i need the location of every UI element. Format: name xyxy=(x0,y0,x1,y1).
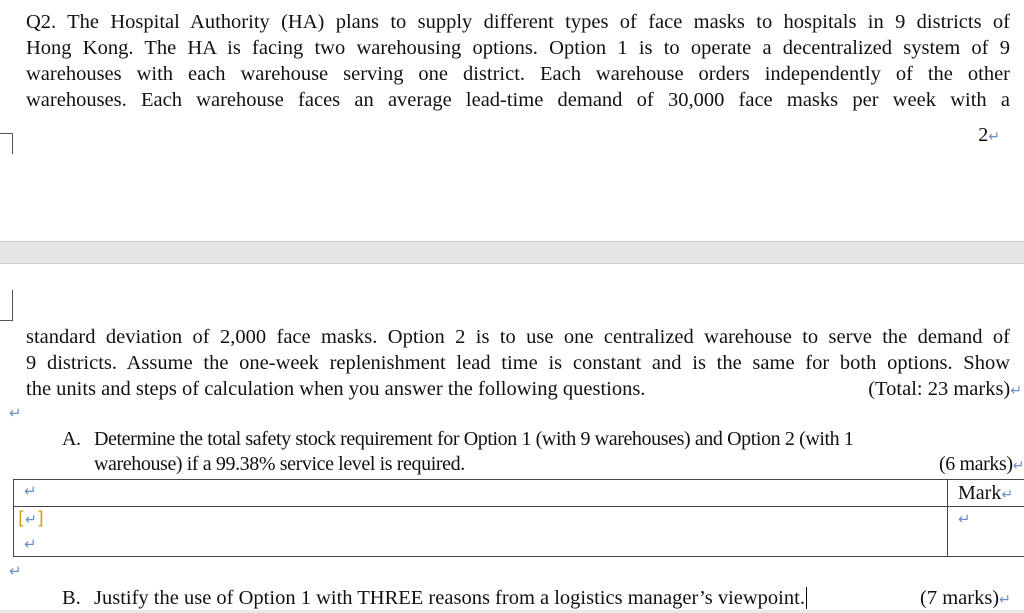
part-a-line2: warehouse) if a 99.38% service level is required. xyxy=(94,453,465,475)
page-corner-mark xyxy=(0,290,13,321)
part-b-text[interactable]: Justify the use of Option 1 with THREE reasons from a logistics manager’s viewpoint. xyxy=(94,587,805,609)
content-control-bracket-close: ] xyxy=(36,508,44,529)
table-column-divider xyxy=(947,480,948,556)
text-line: warehouses with each warehouse serving one district. Each warehouse orders independently of the other xyxy=(26,63,1010,85)
content-control-bracket-open: [ xyxy=(18,508,26,529)
text-line: standard deviation of 2,000 face masks. Option 2 is to use one centralized warehouse to serve the demand of xyxy=(26,326,1010,348)
question-paragraph-top xyxy=(26,9,1010,113)
part-b-label: B. xyxy=(62,587,81,609)
cell-mark-icon: ↵ xyxy=(25,512,37,528)
paragraph-mark-icon: ↵ xyxy=(9,562,22,580)
part-a xyxy=(62,427,1024,477)
text-line: Hong Kong. The HA is facing two warehousing options. Option 1 is to operate a decentralized system of 9 xyxy=(26,37,1010,59)
total-marks: (Total: 23 marks)↵ xyxy=(868,378,1022,400)
part-a-marks: (6 marks)↵ xyxy=(939,453,1024,475)
table-row-divider xyxy=(14,506,1024,507)
page-top xyxy=(0,0,1024,241)
text-line: warehouses. Each warehouse faces an average lead-time demand of 30,000 face masks per week with a xyxy=(26,89,1010,111)
mark-column-header: Mark↵ xyxy=(958,482,1014,504)
mark-cell-return-icon: ↵ xyxy=(958,510,971,528)
part-a-line1: Determine the total safety stock requirement for Option 1 (with 9 warehouses) and Option 2 (with 1 xyxy=(94,428,854,450)
page-corner-mark xyxy=(0,133,13,154)
text-line: Q2. The Hospital Authority (HA) plans to supply different types of face masks to hospitals in 9 districts of xyxy=(26,11,1010,33)
cell-mark-icon: ↵ xyxy=(24,535,37,553)
cell-mark-icon: ↵ xyxy=(24,482,37,500)
page-gap xyxy=(0,241,1024,264)
text-line: 9 districts. Assume the one-week replenishment lead time is constant and is the same for both options. Show xyxy=(26,352,1010,374)
answer-input-area[interactable] xyxy=(18,508,44,529)
text-line: the units and steps of calculation when you answer the following questions. (Total: 23 marks)↵ xyxy=(26,376,1010,402)
paragraph-mark-icon: ↵ xyxy=(9,404,22,422)
question-paragraph-bottom xyxy=(26,324,1022,402)
part-a-label: A. xyxy=(62,428,81,450)
page-number: 2↵ xyxy=(978,124,1000,146)
answer-table xyxy=(13,479,1024,557)
part-b xyxy=(62,585,1022,611)
text-cursor xyxy=(806,587,807,609)
part-b-marks: (7 marks)↵ xyxy=(920,587,1011,609)
